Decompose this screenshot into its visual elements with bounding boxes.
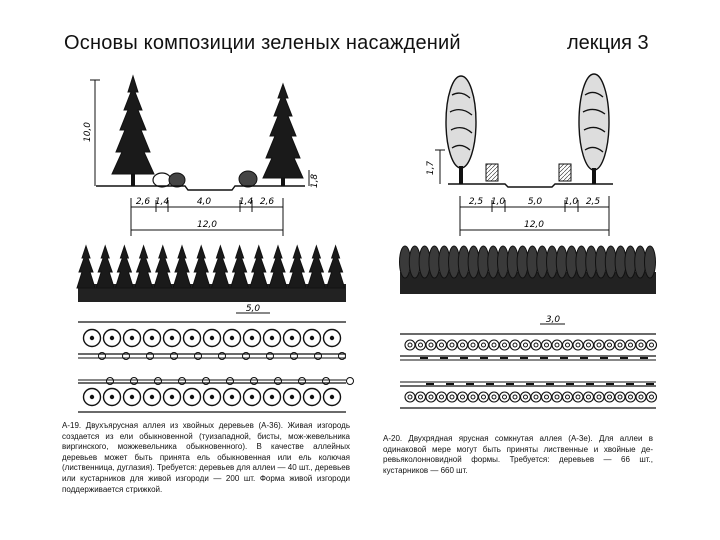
plan-trunk [555,343,559,347]
plan-trunk [250,336,254,340]
plan-trunk [90,395,94,399]
plan-trunk [461,343,465,347]
plan-trunk [618,343,622,347]
left-dim-5: 2,6 [259,197,275,207]
right-dim-4: 1,0 [563,197,579,207]
plan-crown [605,340,615,350]
lecture-label: лекция 3 [567,32,649,54]
right-dim-5: 2,5 [585,197,601,207]
plan-trunk [482,343,486,347]
right-dim-total: 12,0 [523,220,545,230]
plan-crown [510,392,520,402]
plan-trunk [597,395,601,399]
plan-crown [647,392,657,402]
fir-tree [307,246,325,288]
plan-crown [626,340,636,350]
plan-trunk [545,395,549,399]
page-title: Основы композиции зеленых насаждений [64,32,461,54]
fir-tree [115,246,133,288]
plan-crown [531,392,541,402]
plan-trunk [408,343,412,347]
plan-crown [426,392,436,402]
plan-trunk [492,343,496,347]
plan-trunk [450,395,454,399]
plan-trunk [450,343,454,347]
fir-tree [250,246,268,288]
left-dim-4: 1,4 [238,197,254,207]
plan-trunk [492,395,496,399]
right-plan [400,315,657,408]
plan-crown [573,340,583,350]
plan-trunk [597,343,601,347]
fir-tree [231,246,249,288]
plan-crown [552,392,562,402]
plan-trunk [330,395,334,399]
left-fir-row [77,246,346,302]
plan-crown [405,392,415,402]
plan-crown [510,340,520,350]
plan-crown [531,340,541,350]
plan-crown [468,392,478,402]
plan-crown [468,340,478,350]
plan-trunk [639,395,643,399]
plan-trunk [440,395,444,399]
plan-trunk [90,336,94,340]
right-dim-3: 5,0 [527,197,543,207]
plan-trunk [576,343,580,347]
fir-tree [154,246,172,288]
right-height-label: 1,7 [426,160,436,176]
plan-trunk [566,395,570,399]
right-dim-2: 1,0 [490,197,506,207]
fir-tree [173,246,191,288]
plan-trunk [130,336,134,340]
plan-trunk [290,336,294,340]
plan-trunk [576,395,580,399]
plan-crown [563,392,573,402]
plan-trunk [440,343,444,347]
plan-crown [447,340,457,350]
columnar-tree [645,246,656,278]
plan-trunk [513,395,517,399]
fir-tree [288,246,306,288]
plan-trunk [270,336,274,340]
left-figure-caption: А-19. Двухъярусная аллея из хвойных деревьев (А-36). Живая изгородь создается из ели обыкновенной (туизападной, бисты, мож-жевельника виргинского, можжевельника обыкновенного). В качестве аллейных деревьев может быть принята ель обыкновенная или ель колючая (лиственница, дуглазия). Требуется: деревьев для аллеи — 40 шт., деревьев или кустарников для живой изгороди — 200 шт. Форма живой изгороди поддерживается стрижкой. [62,421,350,494]
plan-crown [615,340,625,350]
plan-trunk [230,395,234,399]
plan-crown [489,392,499,402]
plan-crown [416,340,426,350]
plan-trunk [503,343,507,347]
left-dim-1: 2,6 [135,197,151,207]
fir-tree [327,246,345,288]
plan-crown [489,340,499,350]
plan-trunk [419,343,423,347]
plan-shrub [347,378,354,385]
plan-crown [500,392,510,402]
plan-crown [594,392,604,402]
plan-trunk [429,343,433,347]
plan-trunk [330,336,334,340]
plan-crown [405,340,415,350]
plan-crown [626,392,636,402]
fir-tree [96,246,114,288]
plan-crown [605,392,615,402]
plan-trunk [210,336,214,340]
plan-trunk [608,395,612,399]
plan-crown [563,340,573,350]
plan-crown [426,340,436,350]
plan-trunk [190,336,194,340]
plan-trunk [429,395,433,399]
plan-trunk [524,395,528,399]
plan-trunk [482,395,486,399]
right-figure-caption: А-20. Двухрядная ярусная сомкнутая аллея (А-3е). Для аллеи в одинаковой мере могут быть приняты лиственные и хвойные де-ревьяколонновидной формы. Требуется: деревьев — 66 шт., кустарников — 660 шт. [383,434,653,475]
plan-trunk [513,343,517,347]
plan-trunk [650,395,654,399]
plan-crown [447,392,457,402]
plan-trunk [629,395,633,399]
plan-trunk [629,343,633,347]
plan-trunk [250,395,254,399]
plan-crown [458,392,468,402]
fir-tree [192,246,210,288]
plan-trunk [130,395,134,399]
plan-crown [584,392,594,402]
plan-crown [636,392,646,402]
left-plan [78,304,354,412]
plan-trunk [310,395,314,399]
left-side-label: 1,8 [310,173,320,189]
plan-trunk [650,343,654,347]
plan-trunk [503,395,507,399]
plan-crown [594,340,604,350]
plan-trunk [408,395,412,399]
plan-trunk [587,343,591,347]
left-dim-total: 12,0 [196,220,218,230]
plan-crown [479,340,489,350]
fir-tree [135,246,153,288]
plan-crown [573,392,583,402]
right-plan-dim: 3,0 [545,315,561,325]
plan-crown [437,392,447,402]
plan-trunk [210,395,214,399]
plan-crown [479,392,489,402]
right-dim-1: 2,5 [468,197,484,207]
plan-trunk [555,395,559,399]
plan-trunk [290,395,294,399]
plan-trunk [230,336,234,340]
left-height-label: 10,0 [83,121,93,143]
right-tree-row [400,246,657,294]
fir-tree [211,246,229,288]
plan-crown [416,392,426,402]
plan-crown [521,340,531,350]
right-dimension-lines [460,196,609,236]
left-dim-3: 4,0 [196,197,212,207]
plan-trunk [419,395,423,399]
fir-tree [77,246,95,288]
plan-crown [437,340,447,350]
left-dim-2: 1,4 [154,197,170,207]
right-section-elevation [426,74,613,187]
plan-trunk [170,395,174,399]
plan-trunk [150,336,154,340]
plan-trunk [471,343,475,347]
plan-crown [500,340,510,350]
left-section-elevation [83,76,320,190]
plan-crown [458,340,468,350]
left-plan-dim: 5,0 [245,304,261,314]
plan-trunk [310,336,314,340]
plan-trunk [534,343,538,347]
plan-crown [647,340,657,350]
plan-trunk [639,343,643,347]
plan-trunk [534,395,538,399]
plan-crown [584,340,594,350]
plan-crown [636,340,646,350]
plan-trunk [524,343,528,347]
plan-trunk [270,395,274,399]
plan-trunk [190,395,194,399]
plan-crown [552,340,562,350]
plan-trunk [471,395,475,399]
fir-tree [269,246,287,288]
plan-trunk [545,343,549,347]
plan-trunk [618,395,622,399]
plan-trunk [150,395,154,399]
plan-crown [521,392,531,402]
plan-crown [542,392,552,402]
left-dimension-lines [131,197,283,236]
plan-crown [615,392,625,402]
plan-crown [542,340,552,350]
plan-trunk [170,336,174,340]
plan-trunk [587,395,591,399]
plan-trunk [110,336,114,340]
plan-trunk [110,395,114,399]
plan-trunk [566,343,570,347]
plan-trunk [461,395,465,399]
plan-trunk [608,343,612,347]
